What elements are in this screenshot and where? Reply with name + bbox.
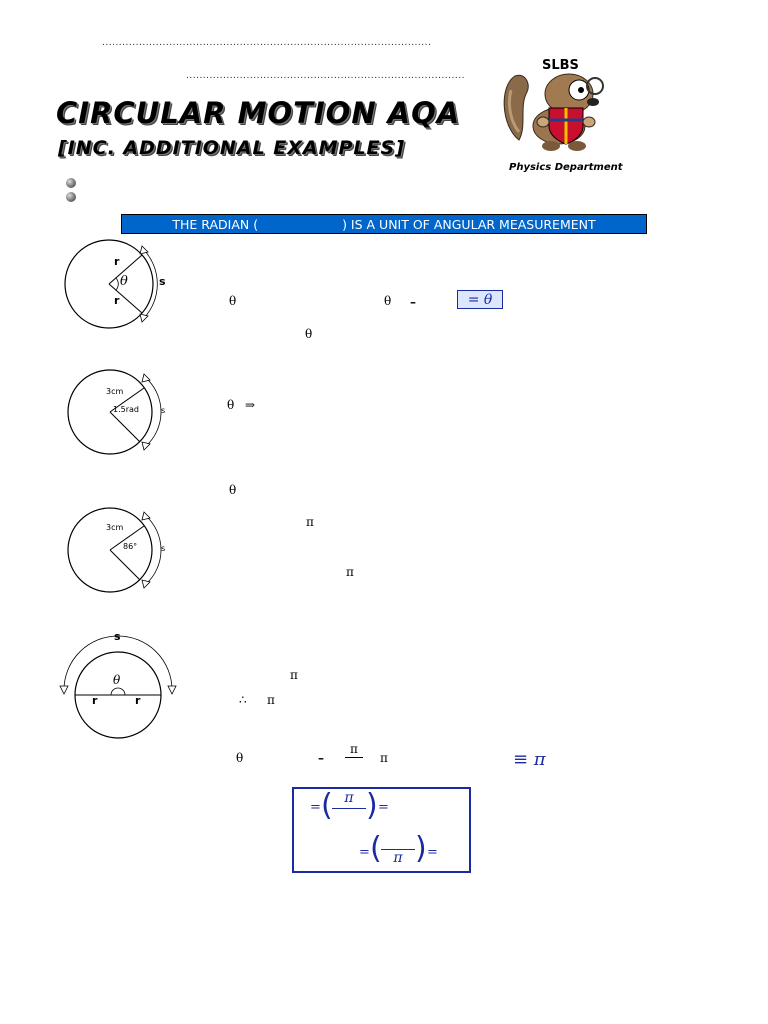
diagram-example-1-5rad: [60, 368, 170, 456]
equals-sign: =: [310, 800, 321, 815]
conversion-formula-box: [292, 787, 471, 873]
radius-label: r: [92, 694, 98, 707]
theta-symbol: θ: [227, 398, 235, 412]
theta-symbol: θ: [384, 294, 392, 308]
right-paren: ): [366, 788, 378, 823]
section-banner: [121, 214, 647, 234]
page-subtitle: [INC. ADDITIONAL EXAMPLES]: [58, 137, 405, 159]
fraction-numerator: π: [344, 790, 354, 806]
diagram-radian-definition: [56, 238, 176, 330]
pi-symbol: π: [380, 751, 388, 765]
class-line: ...................................................................................: [186, 71, 465, 81]
banner-text-start: THE RADIAN (: [172, 216, 259, 232]
radian-equation-box: = θ: [457, 290, 503, 309]
radius-label: 3cm: [106, 523, 124, 532]
fraction-numerator: [381, 835, 415, 849]
arc-label: s: [161, 544, 166, 553]
page-title: CIRCULAR MOTION AQA: [56, 96, 461, 130]
left-paren: (: [370, 831, 382, 866]
arc-label: s: [161, 406, 166, 415]
radius-label: r: [135, 694, 141, 707]
equals-sign: =: [359, 845, 370, 860]
circle-sector-diagram: [60, 506, 170, 594]
diagram-example-86deg: [60, 506, 170, 594]
theta-symbol: θ: [305, 327, 313, 341]
bullet-point: [66, 192, 76, 202]
theta-symbol: θ: [229, 483, 237, 497]
angle-label: θ: [120, 274, 128, 289]
left-paren: (: [321, 788, 333, 823]
banner-text-end: ) IS A UNIT OF ANGULAR MEASUREMENT: [342, 216, 596, 232]
theta-symbol: θ: [236, 751, 244, 765]
therefore-symbol: ∴: [239, 693, 247, 707]
bullet-point: [66, 178, 76, 188]
fraction-bar: [345, 757, 363, 758]
radius-label: 3cm: [106, 387, 124, 396]
circle-sector-diagram: [56, 238, 176, 330]
radius-label: r: [114, 294, 120, 307]
dash-symbol: –: [410, 295, 416, 309]
equals-sign: =: [378, 800, 389, 815]
squirrel-mascot-icon: [497, 56, 623, 156]
name-line: ..................................................................................................: [102, 38, 432, 48]
equals-sign: =: [427, 845, 438, 860]
fraction-numerator: π: [350, 742, 358, 756]
right-paren: ): [415, 831, 427, 866]
logo-school-name: SLBS: [542, 58, 579, 73]
fraction-denominator: [332, 809, 366, 823]
angle-label: 1.5rad: [113, 405, 139, 414]
implies-symbol: ⇒: [245, 398, 256, 412]
diagram-semicircle: [54, 630, 182, 740]
arc-label: s: [114, 630, 121, 643]
pi-symbol: π: [290, 668, 298, 682]
fraction: [332, 792, 366, 823]
equivalence-pi: ≡ π: [513, 749, 546, 770]
pi-symbol: π: [346, 565, 354, 579]
angle-label: 86°: [123, 542, 138, 551]
fraction-pi-over: [345, 743, 363, 758]
radius-label: r: [114, 255, 120, 268]
fraction-denominator: π: [393, 850, 403, 866]
angle-label: θ: [113, 673, 121, 687]
dash-symbol: –: [318, 751, 324, 765]
arc-label: s: [159, 275, 166, 288]
department-logo: [497, 56, 623, 176]
fraction: [381, 835, 415, 864]
pi-symbol: π: [306, 515, 314, 529]
logo-department-name: Physics Department: [509, 162, 623, 173]
pi-symbol: π: [267, 693, 275, 707]
theta-symbol: θ: [229, 294, 237, 308]
